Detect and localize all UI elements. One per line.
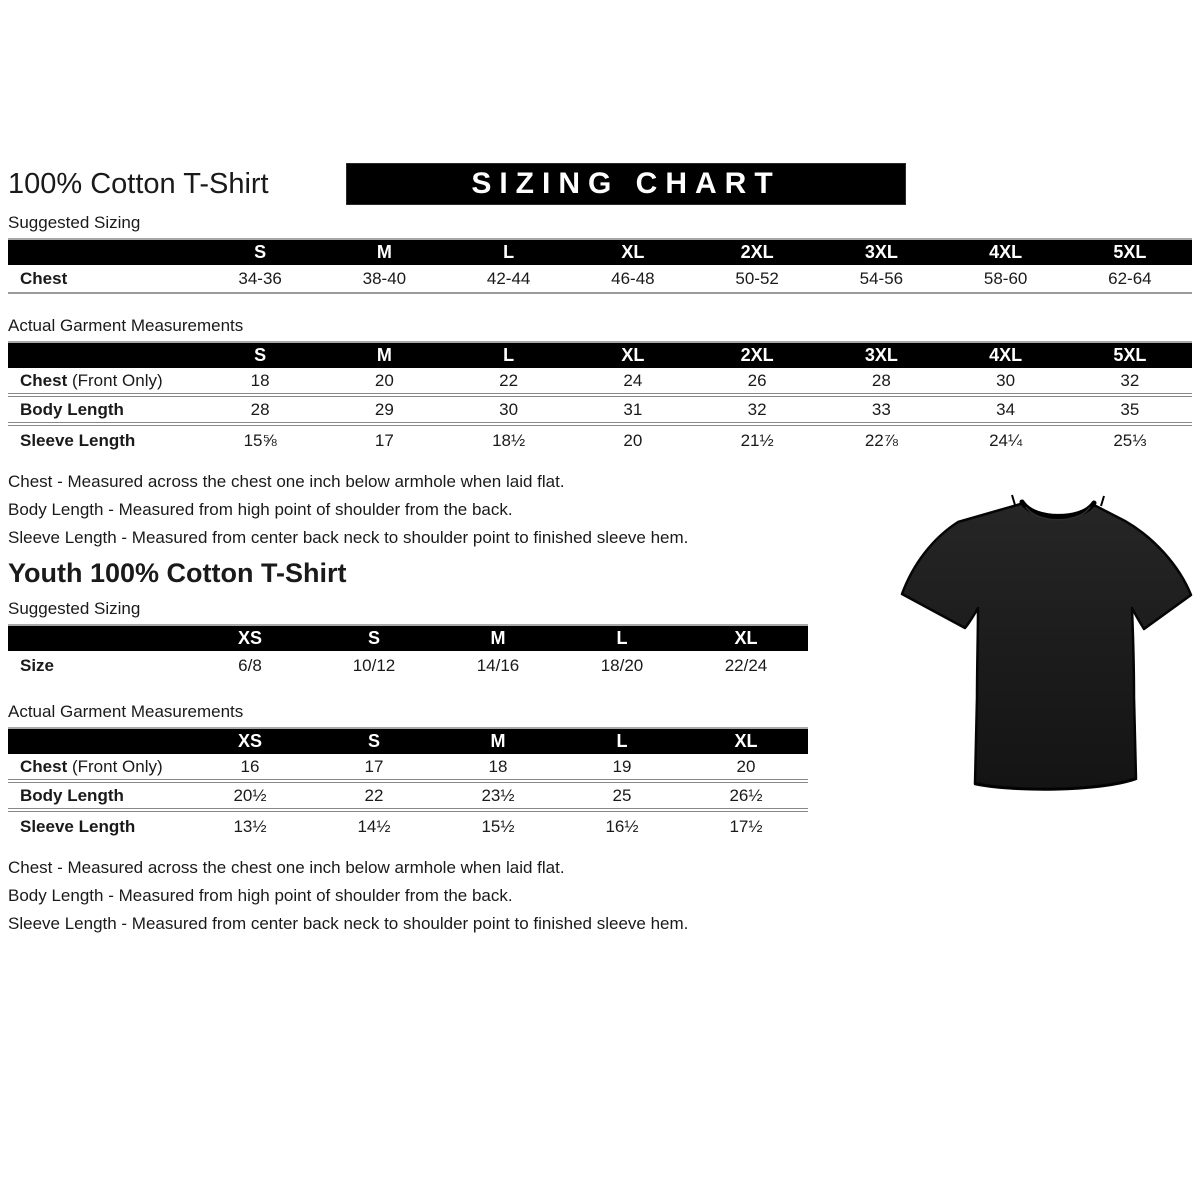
column-header-l: L (616, 731, 628, 751)
page-title: 100% Cotton T-Shirt (8, 168, 269, 200)
cell-value: 26½ (729, 785, 763, 805)
cell-value: 25 (612, 785, 632, 805)
cell-value: 17 (364, 756, 384, 776)
cell-value: 34-36 (238, 268, 282, 288)
table-row (8, 426, 1192, 455)
cell-value: 38-40 (362, 268, 407, 288)
banner-label: SIZING CHART (471, 167, 781, 200)
column-header-m: M (376, 242, 392, 262)
cell-value: 28 (250, 399, 270, 419)
cell-value: 22⅞ (864, 430, 898, 450)
cell-value: 18 (250, 370, 270, 390)
tshirt-body (902, 503, 1191, 789)
note-sleeve-length: Sleeve Length - Measured from center back neck to shoulder point to finished sleeve hem. (8, 528, 689, 547)
cell-value: 23½ (481, 785, 515, 805)
column-header-m: M (376, 345, 392, 365)
cell-value: 10/12 (352, 655, 396, 675)
cell-value: 21½ (740, 430, 774, 450)
cell-value: 32 (1120, 370, 1140, 390)
note-chest: Chest - Measured across the chest one inch below armhole when laid flat. (8, 472, 565, 491)
youth-title: Youth 100% Cotton T-Shirt (8, 558, 347, 588)
table-row (8, 265, 1192, 294)
column-header-xl: XL (734, 731, 758, 751)
cell-value: 42-44 (486, 268, 531, 288)
cell-value: 34 (996, 399, 1016, 419)
cell-value: 22/24 (724, 655, 768, 675)
table-header-row (8, 341, 1192, 368)
note-body-length: Body Length - Measured from high point of shoulder from the back. (8, 886, 513, 905)
row-label: Body Length (20, 399, 124, 419)
cell-value: 32 (747, 399, 767, 419)
column-header-4xl: 4XL (989, 242, 1023, 262)
row-label: Sleeve Length (20, 816, 136, 836)
youth-measurement-notes (8, 854, 1194, 938)
column-header-xs: XS (237, 628, 262, 648)
cell-value: 25⅓ (1113, 430, 1147, 450)
cell-value: 58-60 (983, 268, 1028, 288)
cell-value: 18 (488, 756, 508, 776)
column-header-xl: XL (734, 628, 758, 648)
column-header-xs: XS (237, 731, 262, 751)
column-header-5xl: 5XL (1113, 345, 1147, 365)
cell-value: 22 (364, 785, 384, 805)
cell-value: 20 (623, 430, 643, 450)
adult-suggested-table (8, 238, 1192, 294)
note-sleeve-length: Sleeve Length - Measured from center back neck to shoulder point to finished sleeve hem. (8, 914, 689, 933)
cell-value: 33 (871, 399, 891, 419)
table-row (8, 368, 1192, 397)
column-header-3xl: 3XL (864, 242, 898, 262)
cell-value: 13½ (233, 816, 267, 836)
row-label: Chest (Front Only) (20, 370, 163, 390)
cell-value: 20 (736, 756, 756, 776)
cell-value: 20½ (233, 785, 267, 805)
row-label: Chest (20, 268, 68, 288)
column-header-s: S (367, 731, 380, 751)
column-header-m: M (490, 731, 506, 751)
row-label: Body Length (20, 785, 124, 805)
table-row (8, 651, 808, 680)
cell-value: 35 (1120, 399, 1140, 419)
column-header-s: S (367, 628, 380, 648)
column-header-2xl: 2XL (740, 345, 774, 365)
youth-actual-heading: Actual Garment Measurements (8, 702, 244, 721)
tshirt-shoulder-seam-left (1012, 495, 1015, 505)
youth-actual-table (8, 727, 808, 841)
cell-value: 62-64 (1108, 268, 1152, 288)
table-row (8, 754, 808, 783)
cell-value: 30 (996, 370, 1016, 390)
column-header-3xl: 3XL (864, 345, 898, 365)
youth-suggested-heading: Suggested Sizing (8, 599, 141, 618)
cell-value: 50-52 (735, 268, 779, 288)
cell-value: 19 (612, 756, 632, 776)
column-header-5xl: 5XL (1113, 242, 1147, 262)
tshirt-shoulder-seam-right (1101, 496, 1104, 506)
cell-value: 14/16 (476, 655, 520, 675)
column-header-l: L (616, 628, 628, 648)
cell-value: 17½ (729, 816, 763, 836)
cell-value: 30 (499, 399, 519, 419)
cell-value: 20 (374, 370, 394, 390)
sizing-chart-banner (347, 164, 905, 204)
column-header-4xl: 4XL (989, 345, 1023, 365)
cell-value: 54-56 (859, 268, 904, 288)
cell-value: 46-48 (611, 268, 655, 288)
cell-value: 22 (499, 370, 519, 390)
cell-value: 26 (747, 370, 767, 390)
column-header-l: L (503, 242, 515, 262)
cell-value: 17 (374, 430, 394, 450)
cell-value: 29 (374, 399, 394, 419)
cell-value: 24¼ (989, 430, 1023, 450)
note-body-length: Body Length - Measured from high point of shoulder from the back. (8, 500, 513, 519)
cell-value: 18/20 (600, 655, 644, 675)
header-row (8, 164, 1194, 204)
cell-value: 16 (240, 756, 260, 776)
table-header-row (8, 727, 808, 754)
adult-suggested-heading: Suggested Sizing (8, 213, 141, 232)
note-chest: Chest - Measured across the chest one inch below armhole when laid flat. (8, 858, 565, 877)
adult-actual-table (8, 341, 1192, 455)
column-header-l: L (503, 345, 515, 365)
column-header-2xl: 2XL (740, 242, 774, 262)
column-header-s: S (254, 345, 267, 365)
adult-actual-heading: Actual Garment Measurements (8, 316, 244, 335)
tshirt-graphic (893, 482, 1199, 804)
table-row (8, 783, 808, 812)
row-label: Chest (Front Only) (20, 756, 163, 776)
column-header-xl: XL (621, 242, 645, 262)
row-label: Sleeve Length (20, 430, 136, 450)
table-header-row (8, 624, 808, 651)
youth-suggested-table (8, 624, 808, 680)
column-header-xl: XL (621, 345, 645, 365)
cell-value: 15⅝ (243, 430, 277, 450)
tshirt-image (893, 482, 1199, 804)
column-header-s: S (254, 242, 267, 262)
cell-value: 15½ (481, 816, 515, 836)
cell-value: 28 (871, 370, 891, 390)
cell-value: 14½ (357, 816, 391, 836)
table-row (8, 397, 1192, 426)
cell-value: 31 (623, 399, 643, 419)
table-row (8, 812, 808, 841)
table-header-row (8, 238, 1192, 265)
cell-value: 16½ (605, 816, 639, 836)
column-header-m: M (490, 628, 506, 648)
cell-value: 18½ (492, 430, 526, 450)
cell-value: 24 (623, 370, 643, 390)
cell-value: 6/8 (238, 655, 262, 675)
row-label: Size (20, 655, 55, 675)
